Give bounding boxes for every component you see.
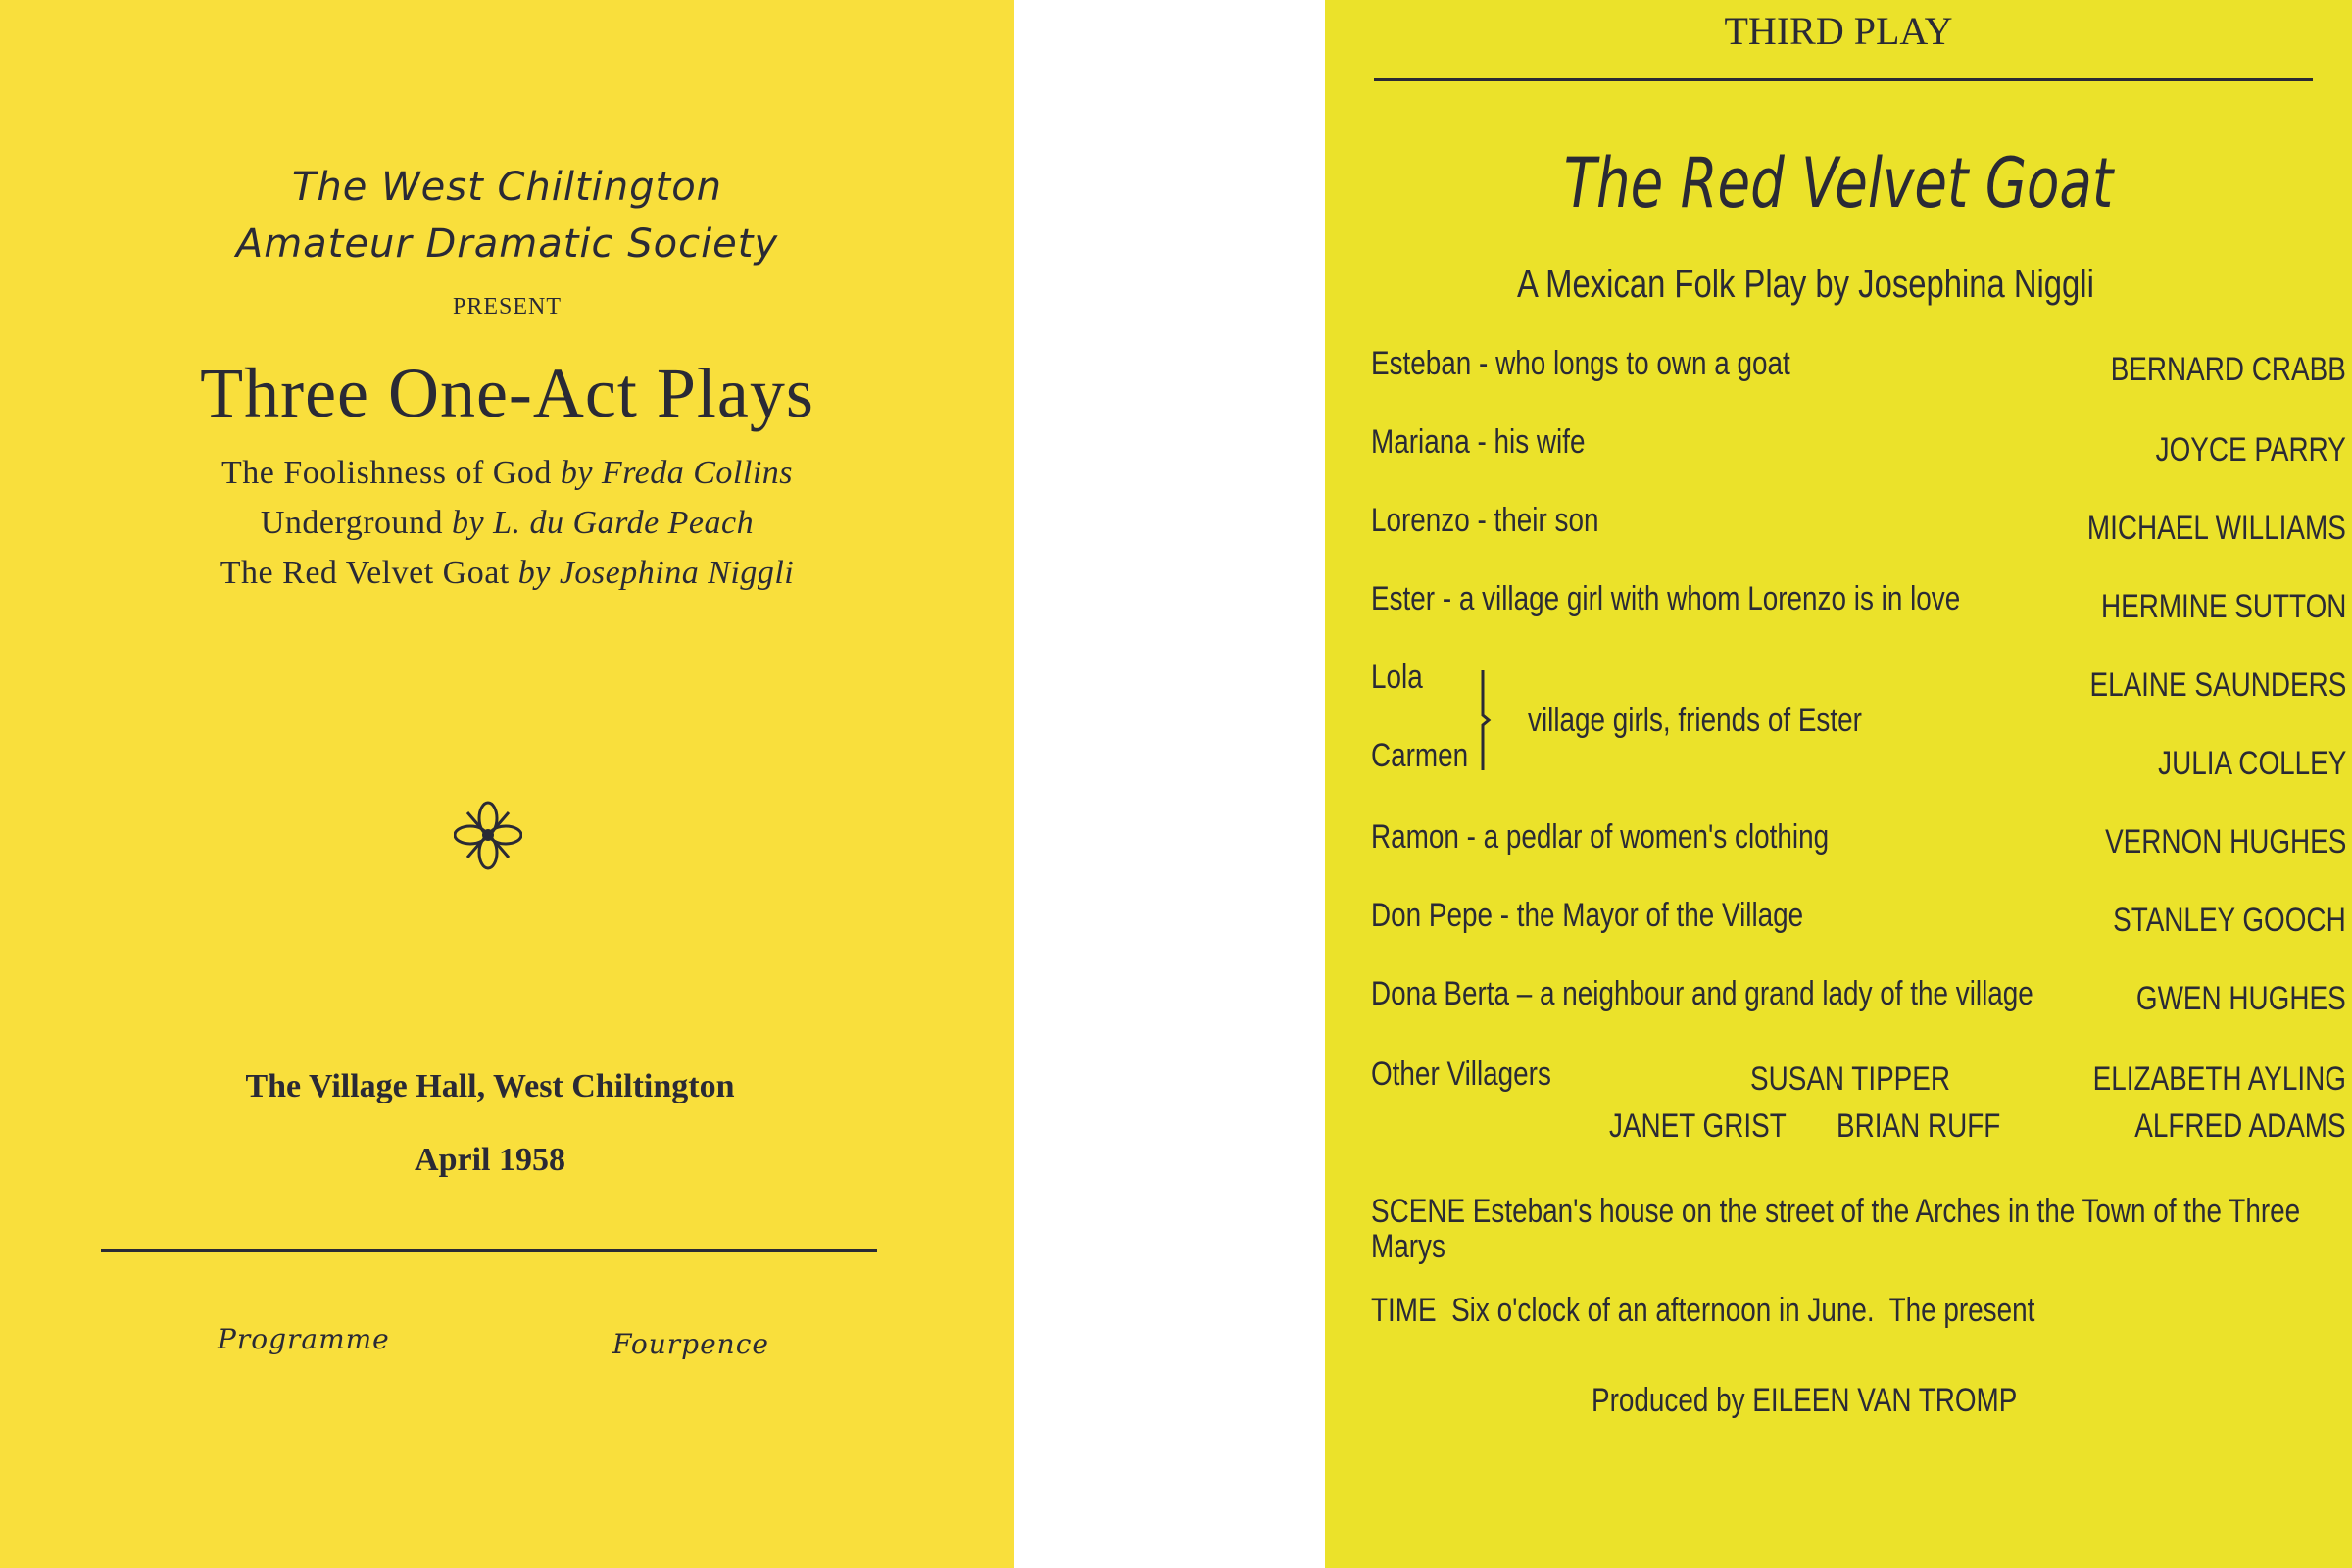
role-description: Don Pepe - the Mayor of the Village [1371,897,1804,934]
play-entry [0,555,1014,592]
role-description: Ramon - a pedlar of women's clothing [1371,818,1830,856]
time-description: TIME Six o'clock of an afternoon in June. The present [1371,1292,2035,1329]
actor-name: JANET GRIST [1609,1107,1787,1145]
venue: The Village Hall, West Chiltington [245,1068,735,1104]
play-title: The Foolishness of God [221,455,552,491]
actor-name: JULIA COLLEY [2157,745,2346,782]
role-description: Lorenzo - their son [1371,502,1599,539]
play-author: by L. du Garde Peach [452,505,755,541]
footer-price: Fourpence [612,1328,769,1360]
play-author: by Freda Collins [560,455,793,491]
present-label: PRESENT [452,294,562,319]
role-description: Ester - a village girl with whom Lorenzo is in love [1371,580,1961,617]
actor-name: HERMINE SUTTON [2100,588,2346,625]
section-heading: THIRD PLAY [1724,9,1953,53]
play-entry [0,505,1014,542]
role-description: Mariana - his wife [1371,423,1586,461]
other-villagers-label: Other Villagers [1371,1055,1551,1093]
society-name-line1: The West Chiltington [291,165,723,210]
footer-programme: Programme [218,1323,390,1355]
role-name: Lola [1371,659,1423,696]
scene-description: SCENE Esteban's house on the street of the Arches in the Town of the Three Marys [1371,1193,2301,1265]
ornament-icon [454,799,522,872]
performance-date: April 1958 [415,1142,565,1178]
actor-name: STANLEY GOOCH [2113,902,2346,939]
play-subtitle: A Mexican Folk Play by Josephina Niggli [1517,263,2094,306]
play-title: The Red Velvet Goat [1563,143,2114,223]
play-author: by Josephina Niggli [517,555,795,591]
cast-list-page [1325,0,2352,1568]
producer-credit: Produced by EILEEN VAN TROMP [1592,1382,2018,1419]
actor-name: VERNON HUGHES [2104,823,2346,860]
divider [101,1249,877,1252]
divider [1374,78,2313,81]
actor-name: ELIZABETH AYLING [2092,1060,2346,1098]
brace-icon [1477,666,1496,774]
actor-name: SUSAN TIPPER [1750,1060,1951,1098]
actor-name: BERNARD CRABB [2110,351,2346,388]
role-description: Esteban - who longs to own a goat [1371,345,1790,382]
group-role-description: village girls, friends of Ester [1528,702,1862,739]
actor-name: JOYCE PARRY [2155,431,2346,468]
role-name: Carmen [1371,737,1469,774]
role-description: Dona Berta – a neighbour and grand lady of the village [1371,975,2034,1012]
play-entry [0,455,1014,492]
actor-name: ALFRED ADAMS [2134,1107,2346,1145]
actor-name: ELAINE SAUNDERS [2089,666,2346,704]
programme-title: Three One-Act Plays [200,354,814,432]
actor-name: BRIAN RUFF [1837,1107,2001,1145]
society-name-line2: Amateur Dramatic Society [235,221,779,267]
actor-name: GWEN HUGHES [2136,980,2346,1017]
play-title: Underground [260,505,444,541]
actor-name: MICHAEL WILLIAMS [2087,510,2346,547]
programme-cover [0,0,1014,1568]
play-title: The Red Velvet Goat [220,555,510,591]
